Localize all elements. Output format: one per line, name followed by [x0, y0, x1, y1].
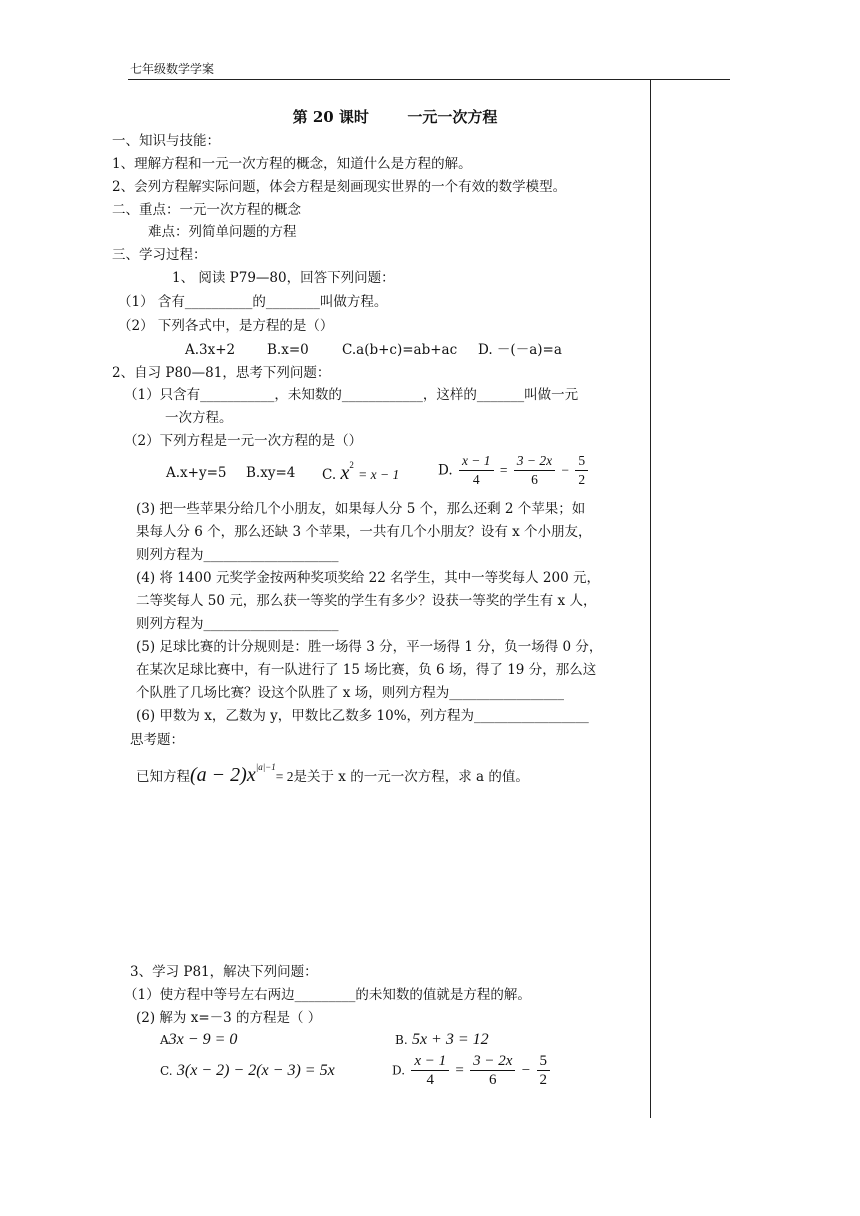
choice-c [322, 460, 400, 485]
section-1-heading: 一、知识与技能： [112, 133, 220, 149]
problem-3-line-1: (3) 把一些苹果分给几个小朋友，如果每人分 5 个，那么还剩 2 个苹果；如 [136, 501, 586, 517]
minus-sign: − [561, 462, 570, 478]
equation-d [392, 1052, 552, 1096]
equation-d-label: D. [392, 1063, 406, 1078]
reading-task-2: 2、自习 P80—81，思考下列问题： [112, 365, 331, 381]
choice-c-label: C. [322, 467, 337, 483]
choice-c-var: x [340, 462, 350, 484]
lesson-number: 第 20 课时 [292, 108, 369, 126]
difficulty-line: 难点：列简单问题的方程 [148, 224, 297, 240]
equation-c-label: C. [160, 1064, 173, 1078]
equation-a-expr: 3x − 9 = 0 [168, 1031, 238, 1048]
reading-task-1: 1、 阅读 P79—80，回答下列问题： [172, 270, 395, 286]
equals-sign: = [499, 462, 508, 478]
question-3-2: (2) 解为 x=－3 的方程是（ ） [136, 1010, 322, 1026]
header-rule [128, 79, 730, 80]
choice-c-rhs: = x − 1 [358, 467, 400, 482]
think-rhs: = 2 [275, 769, 294, 784]
section-3-heading: 三、学习过程： [112, 247, 207, 263]
problem-4-line-1: (4) 将 1400 元奖学金按两种奖项奖给 22 名学生，其中一等奖每人 200 元， [136, 570, 600, 586]
choice-c-exp: 2 [349, 460, 354, 470]
lesson-title [0, 106, 860, 127]
problem-6: (6) 甲数为 x，乙数为 y，甲数比乙数多 10%，列方程为_________________ [136, 708, 589, 724]
fraction-1: $\frac{x - 1}{4}$ [459, 452, 494, 489]
equation-a [160, 1031, 237, 1049]
eq-d-fraction-2: $\frac{3 - 2x}{6}$ [470, 1052, 515, 1089]
think-post: 是关于 x 的一元一次方程，求 a 的值。 [293, 769, 529, 785]
option-a: A.3x+2 [185, 342, 236, 358]
equation-c [160, 1062, 335, 1080]
equation-a-label: A [160, 1033, 169, 1047]
lesson-topic: 一元一次方程 [407, 108, 498, 126]
question-2-1: （1）只含有___________，未知数的____________，这样的_______叫做一元 [124, 387, 579, 403]
problem-3-line-3: 则列方程为____________________ [136, 547, 339, 563]
fraction-3: $\frac{5}{2}$ [575, 452, 588, 489]
think-pre: 已知方程 [136, 769, 190, 785]
question-2-1-cont: 一次方程。 [165, 410, 233, 426]
objective-2: 2、会列方程解实际问题，体会方程是刻画现实世界的一个有效的数学模型。 [112, 179, 567, 195]
study-task-3: 3、学习 P81，解决下列问题： [130, 964, 318, 980]
problem-5-line-1: (5) 足球比赛的计分规则是：胜一场得 3 分，平一场得 1 分，负一场得 0 分， [136, 639, 603, 655]
question-2-2: （2）下列方程是一元一次方程的是（） [124, 433, 363, 449]
question-1-2: （2） 下列各式中，是方程的是（） [118, 318, 334, 334]
choice-d-label: D. [438, 462, 453, 479]
section-2-heading: 二、重点：一元一次方程的概念 [112, 202, 301, 218]
question-1-1: （1） 含有__________的________叫做方程。 [118, 294, 388, 310]
choice-a: A.x+y=5 [166, 465, 227, 481]
think-exp: |a|−1 [255, 762, 276, 772]
fraction-2: $\frac{3 - 2x}{6}$ [514, 452, 555, 489]
choice-b: B.xy=4 [246, 465, 296, 481]
eq-d-equals: = [455, 1062, 464, 1079]
option-c: C.a(b+c)=ab+ac [342, 342, 458, 358]
objective-1: 1、理解方程和一元一次方程的概念，知道什么是方程的解。 [112, 156, 472, 172]
equation-b [395, 1031, 489, 1049]
eq-d-minus: − [521, 1062, 531, 1079]
problem-5-line-3: 个队胜了几场比赛？设这个队胜了 x 场，则列方程为_________________ [136, 685, 564, 701]
think-heading: 思考题： [130, 732, 184, 748]
option-d: D. －(－a)=a [478, 342, 562, 358]
page-header: 七年级数学学案 [130, 62, 215, 76]
problem-3-line-2: 果每人分 6 个，那么还缺 3 个苹果，一共有几个小朋友？设有 x 个小朋友， [136, 524, 592, 540]
eq-d-fraction-3: $\frac{5}{2}$ [537, 1052, 551, 1089]
problem-4-line-3: 则列方程为____________________ [136, 616, 339, 632]
equation-b-label: B. [395, 1033, 408, 1047]
equation-c-expr: 3(x − 2) − 2(x − 3) = 5x [176, 1062, 335, 1079]
margin-rule [650, 80, 651, 1118]
choice-d [438, 452, 590, 496]
think-base: (a − 2) [190, 764, 247, 786]
question-3-1: （1）使方程中等号左右两边_________的未知数的值就是方程的解。 [124, 987, 531, 1003]
problem-4-line-2: 二等奖每人 50 元，那么获一等奖的学生有多少？设获一等奖的学生有 x 人， [136, 593, 597, 609]
think-problem [136, 762, 529, 787]
think-var: x [246, 764, 256, 786]
eq-d-fraction-1: $\frac{x - 1}{4}$ [411, 1052, 449, 1089]
equation-b-expr: 5x + 3 = 12 [411, 1031, 489, 1048]
option-b: B.x=0 [267, 342, 309, 358]
problem-5-line-2: 在某次足球比赛中，有一队进行了 15 场比赛，负 6 场，得了 19 分，那么这 [136, 662, 597, 678]
